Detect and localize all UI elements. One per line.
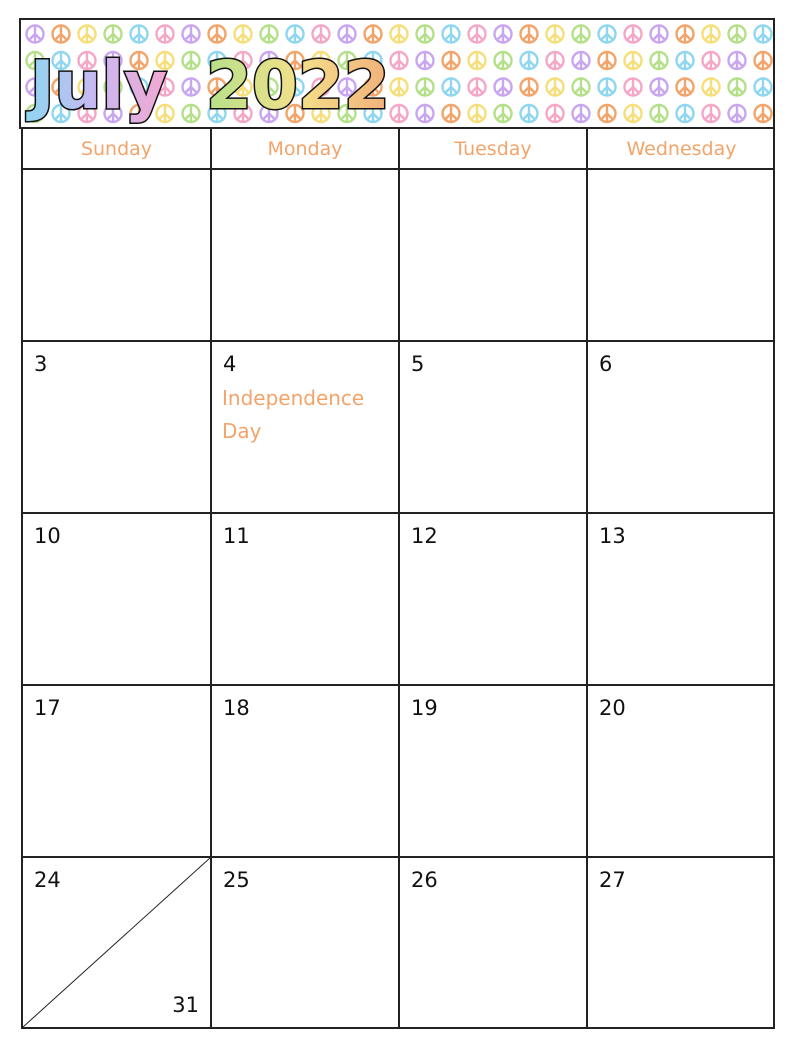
month-title <box>24 36 404 126</box>
peace-sign-icon <box>677 52 694 69</box>
day-number: 24 <box>34 868 61 892</box>
day-cell[interactable] <box>23 170 212 342</box>
peace-sign-icon <box>469 79 486 96</box>
peace-sign-icon <box>599 52 616 69</box>
peace-sign-icon <box>469 105 486 122</box>
day-cell[interactable] <box>212 342 400 514</box>
day-cell[interactable] <box>212 858 400 1027</box>
peace-sign-icon <box>703 26 720 43</box>
day-number: 20 <box>599 696 626 720</box>
peace-sign-icon <box>521 105 538 122</box>
peace-sign-icon <box>417 52 434 69</box>
peace-sign-icon <box>755 105 772 122</box>
day-cell[interactable] <box>23 514 212 686</box>
peace-sign-icon <box>729 105 746 122</box>
peace-sign-icon <box>495 52 512 69</box>
peace-sign-icon <box>547 26 564 43</box>
peace-sign-icon <box>443 79 460 96</box>
peace-sign-icon <box>677 26 694 43</box>
year-label: 2022 <box>206 47 390 124</box>
peace-sign-icon <box>443 105 460 122</box>
peace-sign-icon <box>729 79 746 96</box>
day-number: 19 <box>411 696 438 720</box>
peace-sign-icon <box>677 105 694 122</box>
peace-sign-icon <box>625 52 642 69</box>
peace-sign-icon <box>729 26 746 43</box>
day-number: 25 <box>223 868 250 892</box>
day-number: 11 <box>223 524 250 548</box>
day-cell-split[interactable] <box>23 858 212 1027</box>
peace-sign-icon <box>573 26 590 43</box>
calendar-grid <box>21 129 775 1029</box>
day-number: 17 <box>34 696 61 720</box>
peace-sign-icon <box>469 26 486 43</box>
peace-sign-icon <box>417 79 434 96</box>
day-number: 5 <box>411 352 425 376</box>
peace-sign-icon <box>547 105 564 122</box>
day-number: 26 <box>411 868 438 892</box>
peace-sign-icon <box>625 26 642 43</box>
day-cell[interactable] <box>400 342 588 514</box>
peace-sign-icon <box>443 52 460 69</box>
peace-sign-icon <box>495 105 512 122</box>
peace-sign-icon <box>469 52 486 69</box>
day-number: 3 <box>34 352 48 376</box>
day-cell[interactable] <box>588 686 775 858</box>
split-day-number: 31 <box>172 993 199 1017</box>
day-cell[interactable] <box>400 514 588 686</box>
peace-sign-icon <box>703 105 720 122</box>
peace-sign-icon <box>443 26 460 43</box>
weekday-wednesday: Wednesday <box>588 129 775 170</box>
day-cell[interactable] <box>23 342 212 514</box>
day-cell[interactable] <box>212 514 400 686</box>
weekday-monday: Monday <box>212 129 400 170</box>
peace-sign-icon <box>651 105 668 122</box>
day-cell[interactable] <box>400 170 588 342</box>
peace-sign-icon <box>521 52 538 69</box>
peace-sign-icon <box>547 52 564 69</box>
day-cell[interactable] <box>588 514 775 686</box>
holiday-label: Independence Day <box>222 386 365 443</box>
day-cell[interactable] <box>400 686 588 858</box>
peace-sign-icon <box>495 26 512 43</box>
peace-sign-icon <box>755 26 772 43</box>
peace-sign-icon <box>417 26 434 43</box>
day-cell[interactable] <box>23 686 212 858</box>
day-cell[interactable] <box>400 858 588 1027</box>
month-label: July <box>30 47 168 124</box>
peace-sign-icon <box>521 79 538 96</box>
day-number: 10 <box>34 524 61 548</box>
peace-sign-icon <box>417 105 434 122</box>
day-cell[interactable] <box>588 170 775 342</box>
day-cell[interactable] <box>588 342 775 514</box>
peace-sign-icon <box>573 105 590 122</box>
peace-sign-icon <box>703 52 720 69</box>
peace-sign-icon <box>677 79 694 96</box>
day-cell[interactable] <box>212 170 400 342</box>
day-number: 6 <box>599 352 613 376</box>
peace-sign-icon <box>651 26 668 43</box>
peace-sign-icon <box>599 26 616 43</box>
peace-sign-icon <box>651 79 668 96</box>
peace-sign-icon <box>573 52 590 69</box>
peace-sign-icon <box>599 105 616 122</box>
day-cell[interactable] <box>212 686 400 858</box>
peace-sign-icon <box>547 79 564 96</box>
peace-sign-icon <box>651 52 668 69</box>
day-number: 13 <box>599 524 626 548</box>
peace-sign-icon <box>625 79 642 96</box>
weekday-sunday: Sunday <box>23 129 212 170</box>
day-number: 12 <box>411 524 438 548</box>
peace-sign-icon <box>573 79 590 96</box>
peace-sign-icon <box>703 79 720 96</box>
day-number: 18 <box>223 696 250 720</box>
peace-sign-icon <box>521 26 538 43</box>
day-number: 4 <box>223 352 237 376</box>
weekday-tuesday: Tuesday <box>400 129 588 170</box>
peace-sign-icon <box>599 79 616 96</box>
peace-sign-icon <box>729 52 746 69</box>
day-cell[interactable] <box>588 858 775 1027</box>
day-number: 27 <box>599 868 626 892</box>
peace-sign-icon <box>755 79 772 96</box>
peace-sign-icon <box>495 79 512 96</box>
peace-sign-icon <box>755 52 772 69</box>
peace-sign-icon <box>625 105 642 122</box>
